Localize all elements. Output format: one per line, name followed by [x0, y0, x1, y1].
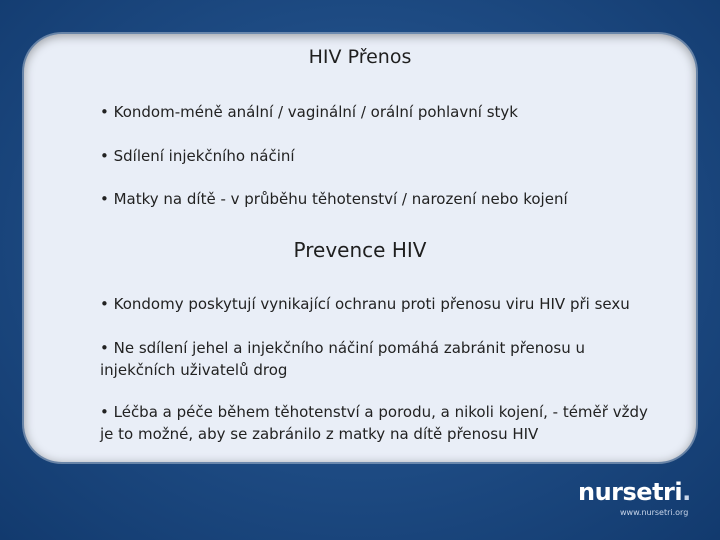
prevention-bullet: • Kondomy poskytují vynikající ochranu proti přenosu viru HIV při sexu: [100, 295, 630, 313]
logo-url: www.nursetri.org: [620, 508, 689, 517]
transmission-bullet: • Sdílení injekčního náčiní: [100, 147, 295, 165]
transmission-title: HIV Přenos: [308, 46, 412, 68]
logo-text: nursetri: [578, 478, 683, 506]
transmission-bullet: • Kondom-méně anální / vaginální / orální pohlavní styk: [100, 103, 518, 121]
prevention-bullet: • Ne sdílení jehel a injekčního náčiní pomáhá zabránit přenosu u injekčních uživatelů drog: [100, 339, 585, 379]
brand-logo: [578, 478, 691, 506]
content-card: [24, 34, 696, 462]
prevention-bullet: • Léčba a péče během těhotenství a porodu, a nikoli kojení, - téměř vždy je to možné, aby se zabránilo z matky na dítě přenosu HIV: [100, 403, 648, 443]
prevention-title: Prevence HIV: [293, 238, 427, 262]
transmission-bullet: • Matky na dítě - v průběhu těhotenství / narození nebo kojení: [100, 190, 568, 208]
logo-dot: .: [682, 478, 691, 506]
